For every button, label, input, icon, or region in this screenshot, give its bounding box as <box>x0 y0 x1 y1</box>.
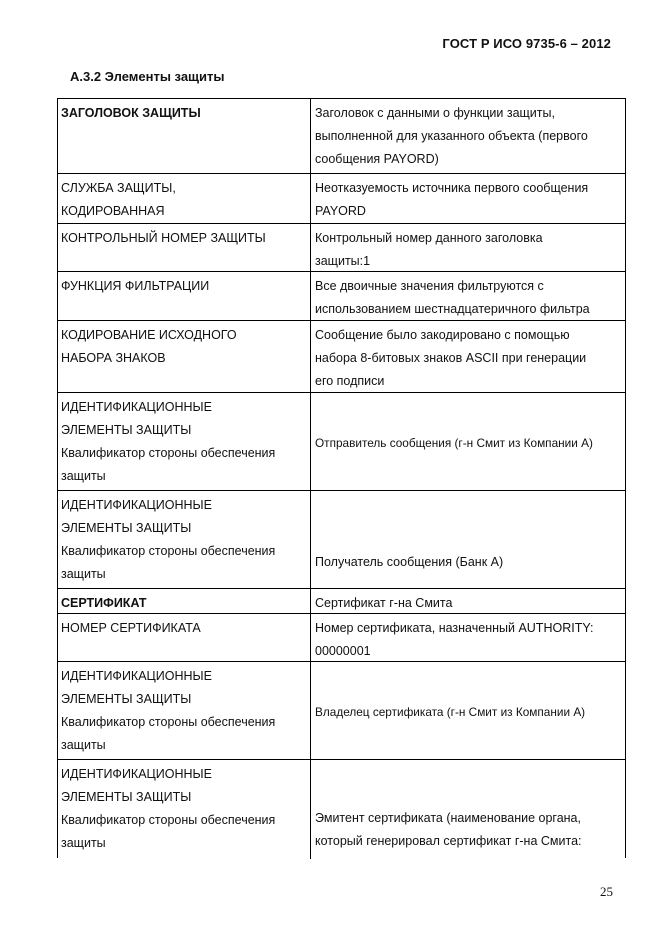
row-label: СЕРТИФИКАТ <box>58 589 311 613</box>
row-value: Отправитель сообщения (г-н Смит из Компании А) <box>315 435 593 450</box>
row-value: Сообщение было закодировано с помощью набора 8-битовых знаков ASCII при генерации его подписи <box>315 328 587 388</box>
row-label: КОДИРОВАНИЕ ИСХОДНОГО НАБОРА ЗНАКОВ <box>58 321 311 392</box>
row-value: Получатель сообщения (Банк А) <box>315 555 504 569</box>
row-value: Заголовок с данными о функции защиты, выполненной для указанного объекта (первого сообщения PAYORD) <box>315 106 588 166</box>
row-label: НОМЕР СЕРТИФИКАТА <box>58 614 311 661</box>
table-row <box>58 224 625 272</box>
row-value: Сертификат г-на Смита <box>315 596 453 610</box>
table-row <box>58 321 625 393</box>
table-row <box>58 662 625 760</box>
table-row <box>58 760 625 859</box>
row-value: Контрольный номер данного заголовка защиты:1 <box>315 231 543 268</box>
row-label: ФУНКЦИЯ ФИЛЬТРАЦИИ <box>58 272 311 320</box>
table-row <box>58 174 625 224</box>
row-value: Неотказуемость источника первого сообщения PAYORD <box>315 181 589 218</box>
table-row <box>58 491 625 589</box>
table-row <box>58 272 625 321</box>
row-label: ИДЕНТИФИКАЦИОННЫЕ ЭЛЕМЕНТЫ ЗАЩИТЫ Квалификатор стороны обеспечения защиты <box>58 662 311 759</box>
row-value: Эмитент сертификата (наименование органа, который генерировал сертификат г-на Смита: <box>315 811 582 848</box>
section-title: А.3.2 Элементы защиты <box>70 69 225 84</box>
table-row <box>58 614 625 662</box>
table-row <box>58 589 625 614</box>
row-label: ЗАГОЛОВОК ЗАЩИТЫ <box>58 99 311 173</box>
security-elements-table <box>57 98 626 858</box>
row-label: СЛУЖБА ЗАЩИТЫ, КОДИРОВАННАЯ <box>58 174 311 223</box>
row-value: Номер сертификата, назначенный AUTHORITY: 00000001 <box>315 621 594 658</box>
table-row <box>58 99 625 174</box>
document-header: ГОСТ Р ИСО 9735-6 – 2012 <box>442 36 611 51</box>
row-label: ИДЕНТИФИКАЦИОННЫЕ ЭЛЕМЕНТЫ ЗАЩИТЫ Квалификатор стороны обеспечения защиты <box>58 760 311 859</box>
row-label: ИДЕНТИФИКАЦИОННЫЕ ЭЛЕМЕНТЫ ЗАЩИТЫ Квалификатор стороны обеспечения защиты <box>58 393 311 490</box>
row-value: Владелец сертификата (г-н Смит из Компании А) <box>315 704 586 719</box>
row-label: КОНТРОЛЬНЫЙ НОМЕР ЗАЩИТЫ <box>58 224 311 271</box>
table-row <box>58 393 625 491</box>
row-label: ИДЕНТИФИКАЦИОННЫЕ ЭЛЕМЕНТЫ ЗАЩИТЫ Квалификатор стороны обеспечения защиты <box>58 491 311 588</box>
page-number: 25 <box>600 884 613 899</box>
row-value: Все двоичные значения фильтруются с использованием шестнадцатеричного фильтра <box>315 279 590 316</box>
